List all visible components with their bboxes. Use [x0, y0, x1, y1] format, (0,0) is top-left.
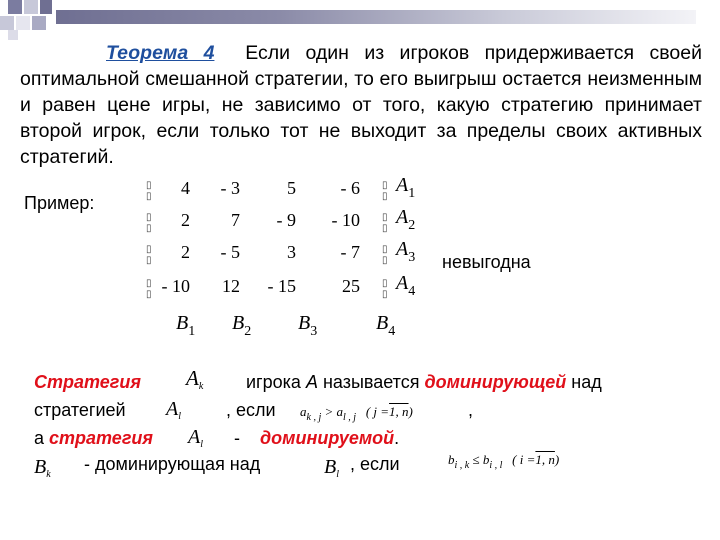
- matrix-bracket-left: ▯ ▯: [146, 244, 152, 266]
- formula-condition-a: $a_{k , j} > a_{l , j}$ ( j =1, n): [300, 404, 413, 423]
- deco-square: [8, 0, 22, 14]
- example-label: Пример:: [24, 193, 95, 213]
- matrix-cell: 7: [231, 210, 240, 230]
- term-strategy: Стратегия: [34, 372, 141, 392]
- deco-square: [40, 0, 52, 14]
- definition-line-3b: - доминируемой.: [234, 428, 400, 448]
- term-dominated: доминируемой: [260, 428, 395, 448]
- theorem-text: Если один из игроков придерживается своей оптимальной смешанной стратегии, то его выигрыш остается неизменным и равен цене игры, не зависимо от того, какую стратегию принимает второй игрок, если только тот не выходит за пределы своих активных стратегий.: [20, 42, 702, 168]
- formula-Al-2: $A_l$: [188, 426, 203, 450]
- matrix-cell: - 3: [220, 178, 240, 198]
- matrix-cell: - 5: [220, 242, 240, 262]
- term-dominating: доминирующей: [424, 372, 567, 392]
- col-label-B: $B_4$: [376, 312, 396, 339]
- row-label-A: $A_2$: [396, 206, 416, 233]
- matrix-bracket-left: ▯ ▯: [146, 278, 152, 300]
- corner-decoration: [0, 0, 56, 40]
- row-label-A: $A_1$: [396, 174, 416, 201]
- col-label-B: $B_3$: [298, 312, 318, 339]
- definition-line-4b: , если: [350, 454, 400, 474]
- col-label-B: $B_1$: [176, 312, 196, 339]
- matrix-cell: 2: [181, 210, 190, 230]
- matrix-bracket-right: ▯ ▯: [382, 278, 388, 300]
- term-strategy-2: стратегия: [49, 428, 154, 448]
- matrix-bracket-left: ▯ ▯: [146, 212, 152, 234]
- col-label-B: $B_2$: [232, 312, 252, 339]
- unfavorable-note: невыгодна: [442, 252, 531, 272]
- matrix-cell: - 9: [276, 210, 296, 230]
- matrix-cell: 5: [287, 178, 296, 198]
- theorem-paragraph: [20, 40, 702, 170]
- theorem-label: Теорема 4: [106, 42, 215, 64]
- matrix-bracket-right: ▯ ▯: [382, 212, 388, 234]
- row-label-A: $A_3$: [396, 238, 416, 265]
- matrix-cell: - 10: [161, 276, 190, 296]
- matrix-cell: 12: [222, 276, 240, 296]
- matrix-cell: - 6: [340, 178, 360, 198]
- matrix-cell: 2: [181, 242, 190, 262]
- comma: ,: [468, 400, 474, 420]
- definition-line-3: а стратегия: [34, 428, 154, 448]
- matrix-cell: 25: [342, 276, 360, 296]
- matrix-cell: 3: [287, 242, 296, 262]
- deco-square: [24, 0, 38, 14]
- matrix-cell: 4: [181, 178, 190, 198]
- deco-square: [8, 30, 18, 40]
- definition-line-2: стратегией: [34, 400, 126, 420]
- formula-Bl: $B_l$: [324, 456, 339, 480]
- row-label-A: $A_4$: [396, 272, 416, 299]
- definition-line-4: - доминирующая над: [84, 454, 261, 474]
- deco-square: [32, 16, 46, 30]
- header-gradient-bar: [56, 10, 696, 24]
- matrix-bracket-left: ▯ ▯: [146, 180, 152, 202]
- formula-condition-b: $b_{i , k} \le b_{i , l}$ ( i =1, n): [448, 452, 560, 471]
- matrix-cell: - 15: [267, 276, 296, 296]
- matrix-cell: - 7: [340, 242, 360, 262]
- matrix-cell: - 10: [331, 210, 360, 230]
- formula-Al: $A_l$: [166, 398, 181, 422]
- matrix-bracket-right: ▯ ▯: [382, 244, 388, 266]
- matrix-bracket-right: ▯ ▯: [382, 180, 388, 202]
- deco-square: [16, 16, 30, 30]
- definition-line-1: [34, 372, 141, 393]
- definition-line-2b: , если: [226, 400, 276, 420]
- deco-square: [0, 16, 14, 30]
- definition-line-1b: игрока A называется доминирующей над: [246, 372, 602, 392]
- formula-Ak: $A_k$: [186, 366, 204, 392]
- formula-Bk: $B_k$: [34, 456, 51, 480]
